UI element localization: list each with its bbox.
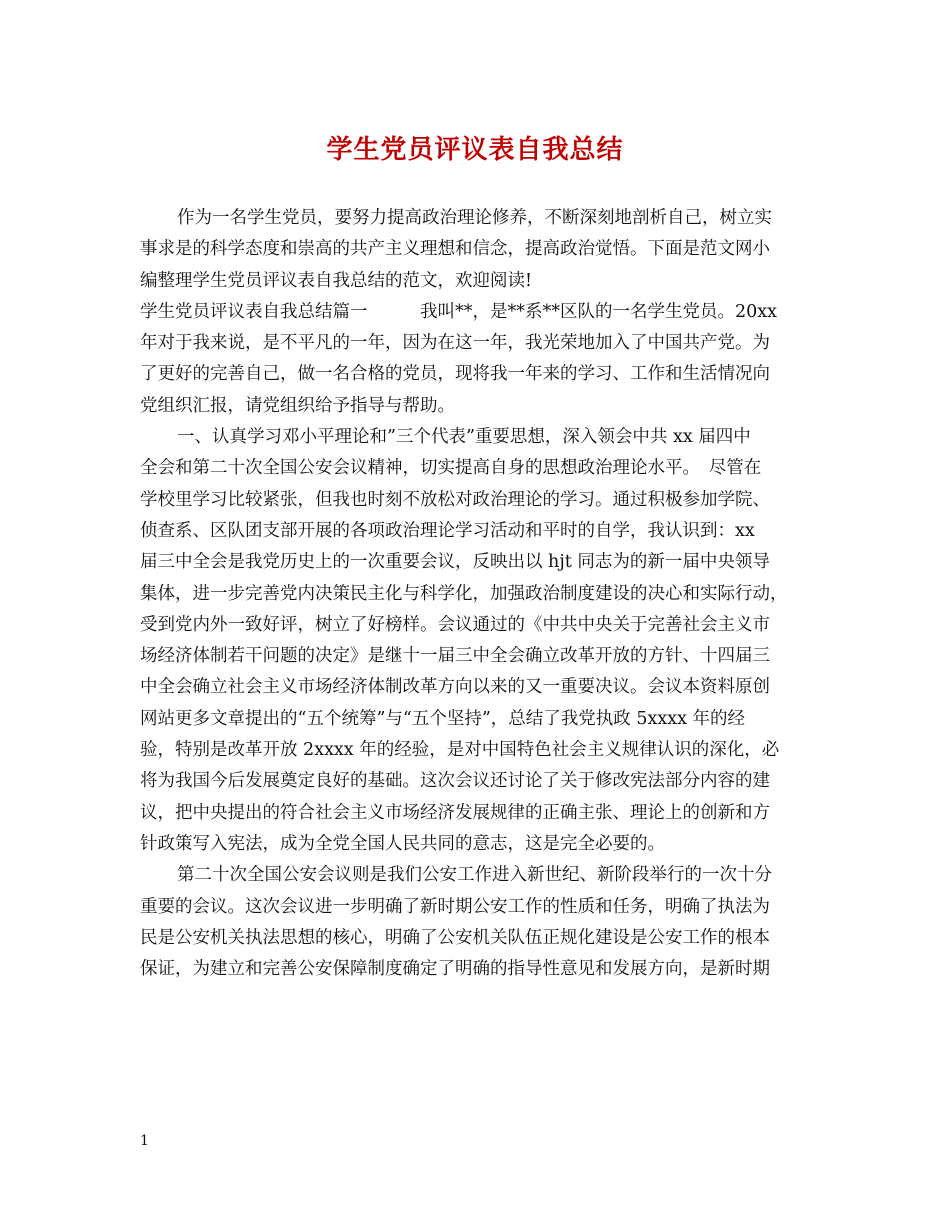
body-line: 集体，进一步完善党内决策民主化与科学化，加强政治制度建设的决心和实际行动， bbox=[140, 583, 788, 604]
body-line: 将为我国今后发展奠定良好的基础。这次会议还讨论了关于修改宪法部分内容的建 bbox=[140, 771, 770, 792]
document-body bbox=[140, 203, 823, 985]
body-line: 侦查系、区队团支部开展的各项政治理论学习活动和平时的自学，我认识到：xx bbox=[140, 520, 755, 541]
body-line: 一、认真学习邓小平理论和”三个代表”重要思想，深入领会中共 xx 届四中 bbox=[177, 427, 751, 448]
body-line: 针政策写入宪法，成为全党全国人民共同的意志，这是完全必要的。 bbox=[140, 833, 665, 854]
body-line: 场经济体制若干问题的决定》是继十一届三中全会确立改革开放的方针、十四届三 bbox=[140, 646, 770, 667]
body-line: 学校里学习比较紧张，但我也时刻不放松对政治理论的学习。通过积极参加学院、 bbox=[140, 489, 770, 510]
body-line: 编整理学生党员评议表自我总结的范文，欢迎阅读! bbox=[140, 270, 533, 291]
body-line: 了更好的完善自己，做一名合格的党员，现将我一年来的学习、工作和生活情况向 bbox=[140, 364, 770, 385]
body-line: 验，特别是改革开放 2xxxx 年的经验，是对中国特色社会主义规律认识的深化，必 bbox=[140, 740, 780, 761]
body-line: 全会和第二十次全国公安会议精神，切实提高自身的思想政治理论水平。 尽管在 bbox=[140, 458, 762, 479]
page-number: 1 bbox=[140, 1133, 149, 1149]
body-line: 第二十次全国公安会议则是我们公安工作进入新世纪、新阶段举行的一次十分 bbox=[177, 865, 772, 886]
body-line: 民是公安机关执法思想的核心，明确了公安机关队伍正规化建设是公安工作的根本 bbox=[140, 927, 770, 948]
body-line: 网站更多文章提出的“五个统筹”与“五个坚持”，总结了我党执政 5xxxx 年的经 bbox=[140, 708, 746, 729]
body-line: 届三中全会是我党历史上的一次重要会议，反映出以 hjt 同志为的新一届中央领导 bbox=[140, 552, 770, 573]
body-line: 学生党员评议表自我总结篇一 我叫**，是**系**区队的一名学生党员。20xx bbox=[140, 301, 778, 322]
body-line: 受到党内外一致好评，树立了好榜样。会议通过的《中共中央关于完善社会主义市 bbox=[140, 614, 770, 635]
body-line: 议，把中央提出的符合社会主义市场经济发展规律的正确主张、理论上的创新和方 bbox=[140, 802, 770, 823]
body-line: 年对于我来说，是不平凡的一年，因为在这一年，我光荣地加入了中国共产党。为 bbox=[140, 333, 770, 354]
body-line: 重要的会议。这次会议进一步明确了新时期公安工作的性质和任务，明确了执法为 bbox=[140, 896, 770, 917]
body-line: 党组织汇报，请党组织给予指导与帮助。 bbox=[140, 395, 455, 416]
document-title: 学生党员评议表自我总结 bbox=[326, 135, 624, 165]
body-line: 保证，为建立和完善公安保障制度确定了明确的指导性意见和发展方向，是新时期 bbox=[140, 959, 770, 980]
body-line: 作为一名学生党员，要努力提高政治理论修养，不断深刻地剖析自己，树立实 bbox=[177, 208, 772, 228]
body-line: 事求是的科学态度和崇高的共产主义理想和信念，提高政治觉悟。下面是范文网小 bbox=[140, 239, 770, 260]
body-line: 中全会确立社会主义市场经济体制改革方向以来的又一重要决议。会议本资料原创 bbox=[140, 677, 770, 698]
